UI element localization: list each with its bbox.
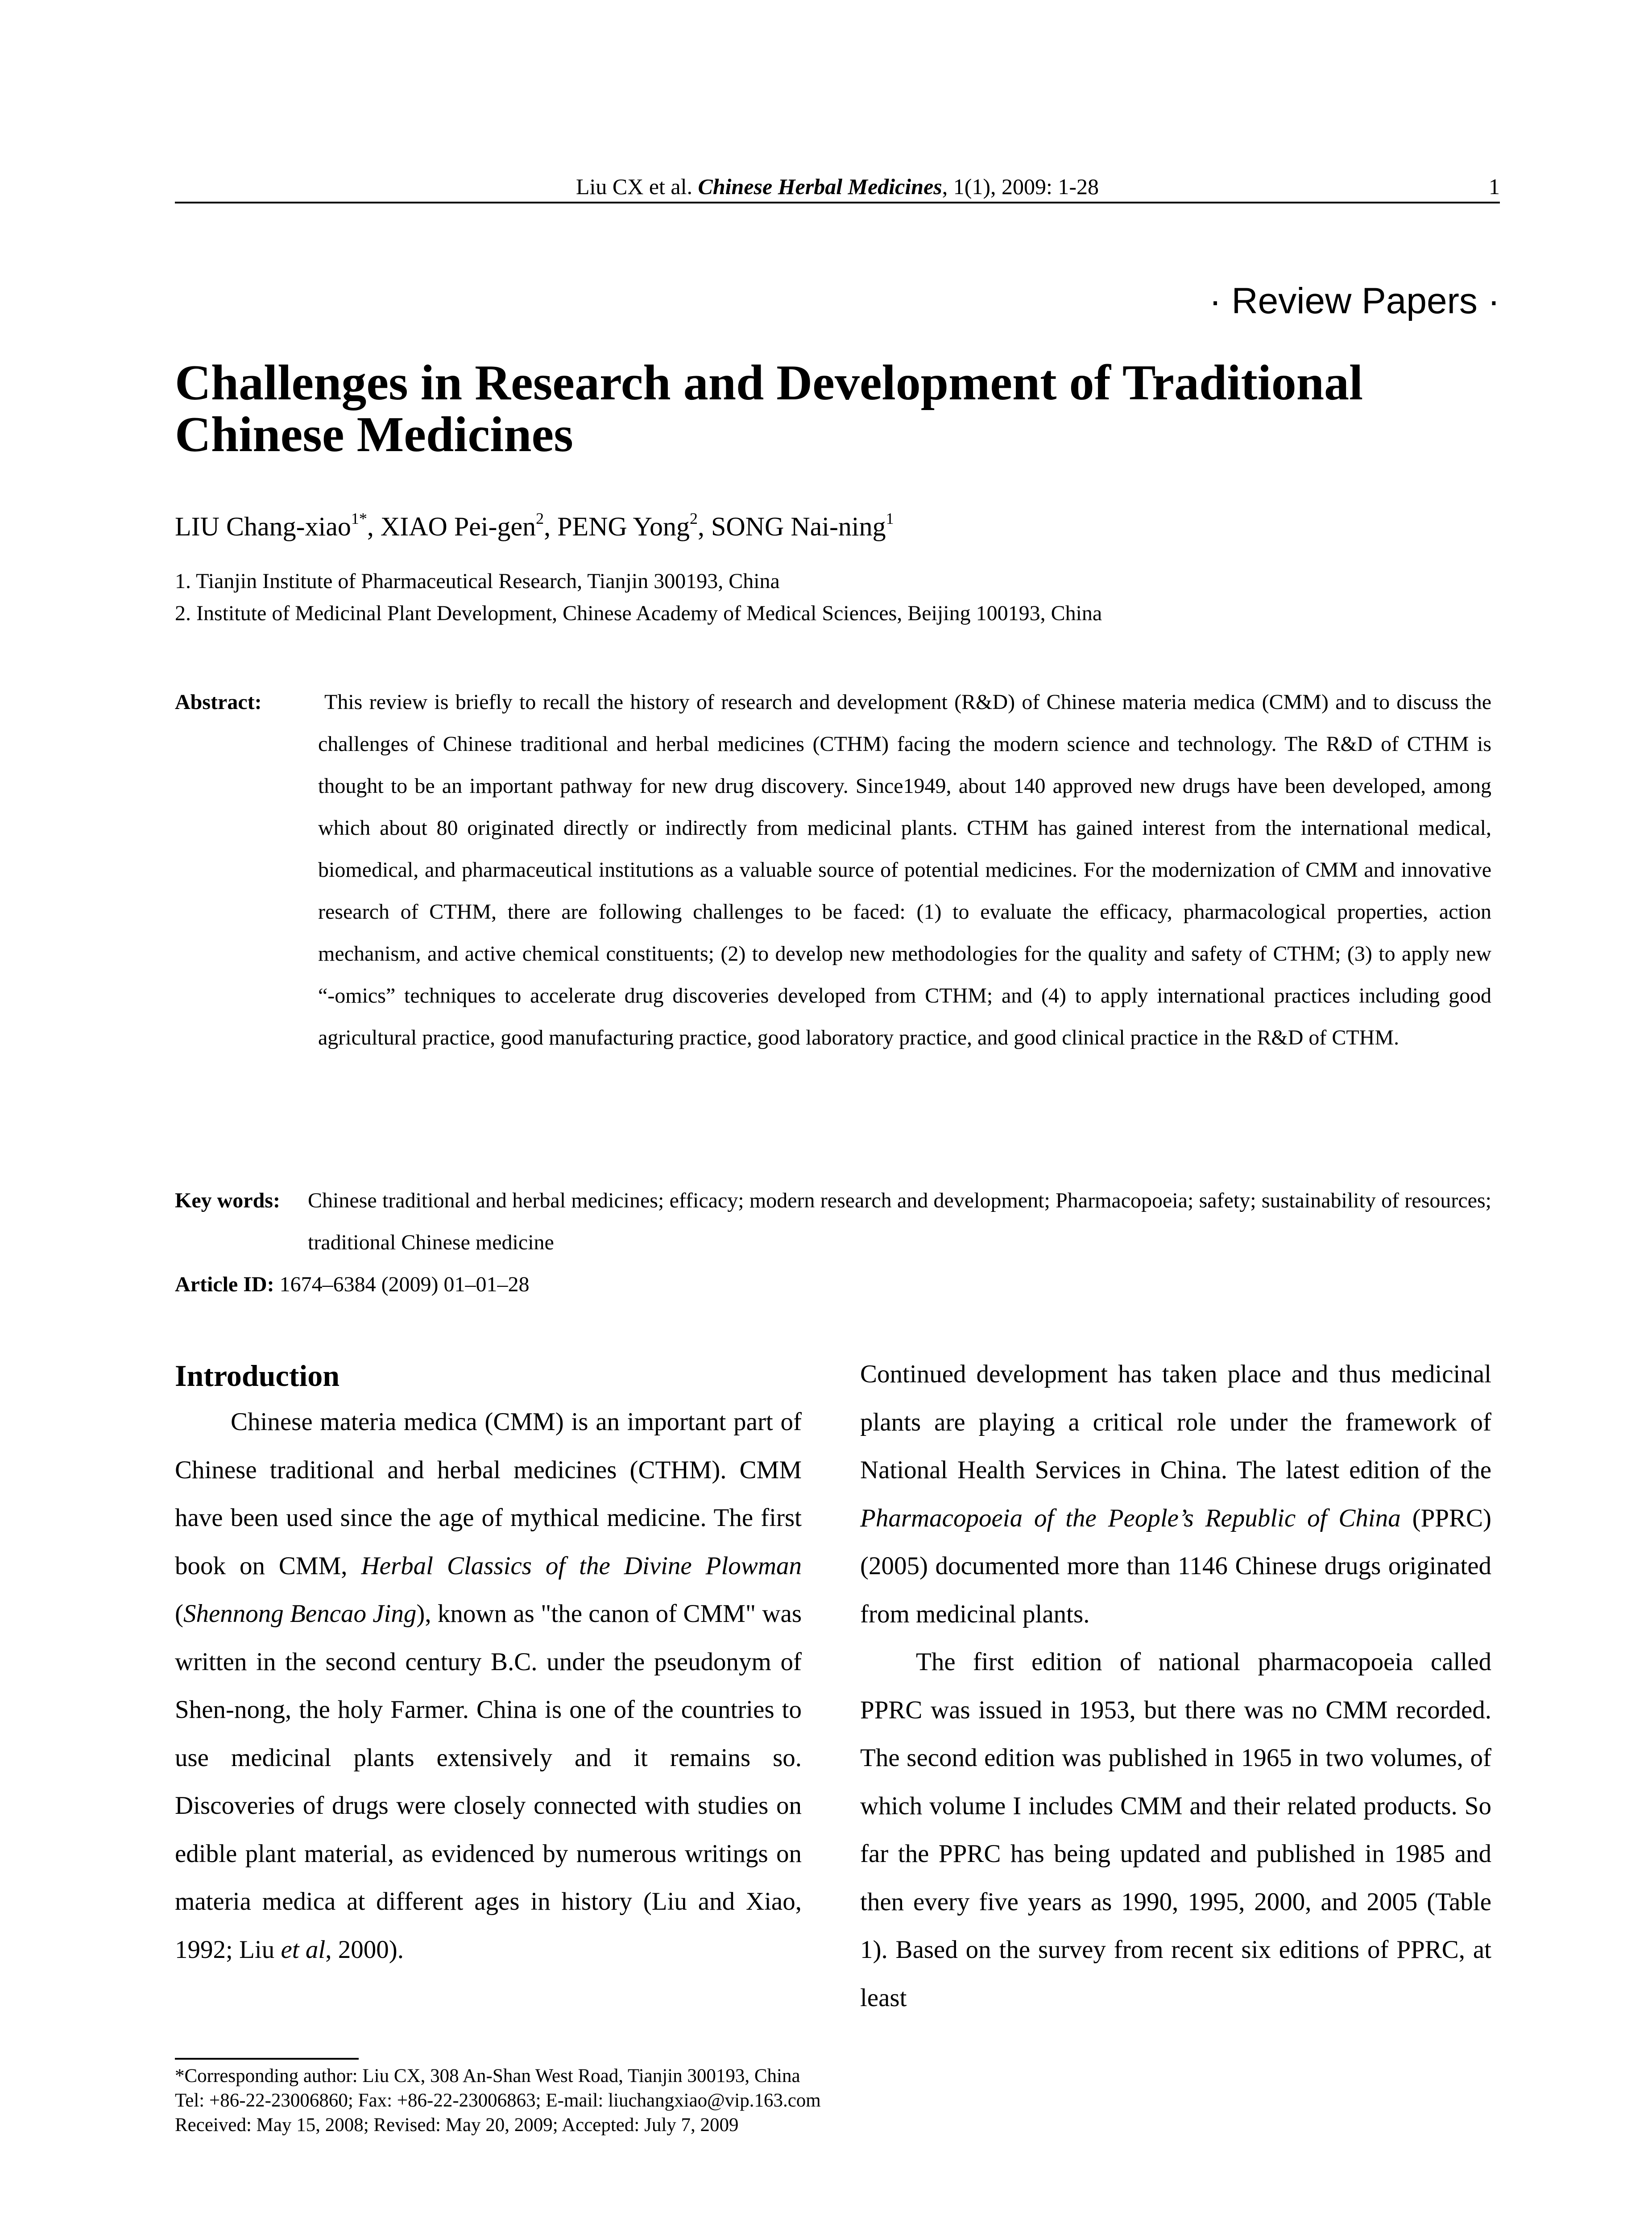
text-run: , 2000). (325, 1935, 404, 1964)
abstract-text: This review is briefly to recall the history of research and development (R&D) of Chinese materia medica (CMM) and to discuss the challenges of Chinese traditional and herbal medicines (CTHM) facing the modern science and technology. The R&D of CTHM is thought to be an important pathway for new drug discovery. Since1949, about 140 approved new drugs have been developed, among which about 80 originated directly or indirectly from medicinal plants. CTHM has gained interest from the international medical, biomedical, and pharmaceutical institutions as a valuable source of potential medicines. For the modernization of CMM and innovative research of CTHM, there are following challenges to be faced: (1) to evaluate the efficacy, pharmacological properties, action mechanism, and active chemical constituents; (2) to develop new methodologies for the quality and safety of CTHM; (3) to apply new “-omics” techniques to accelerate drug discoveries developed from CTHM; and (4) to apply international practices including good agricultural practice, good manufacturing practice, good laboratory practice, and good clinical practice in the R&D of CTHM. (318, 690, 1491, 1049)
citation-authors: Liu CX et al. (576, 174, 698, 199)
article-id-value: 1674–6384 (2009) 01–01–28 (274, 1273, 530, 1296)
text-run: ( (175, 1600, 183, 1628)
intro-paragraph-3: The first edition of national pharmacopoeia called PPRC was issued in 1953, but there was no CMM recorded. The second edition was published in 1965 in two volumes, of which volume I includes CMM and their related products. So far the PPRC has being updated and published in 1985 and then every five years as 1990, 1995, 2000, and 2005 (Table 1). Based on the survey from recent six editions of PPRC, at least (860, 1648, 1491, 2012)
received-dates: Received: May 15, 2008; Revised: May 20, 2009; Accepted: July 7, 2009 (175, 2115, 739, 2136)
article-id-label: Article ID: (175, 1273, 274, 1296)
affiliation-2: 2. Institute of Medicinal Plant Development, Chinese Academy of Medical Sciences, Beijing 100193, China (175, 601, 1102, 625)
article-id (175, 1264, 530, 1306)
author-list (175, 506, 894, 547)
section-heading: Introduction (175, 1359, 340, 1393)
author-affiliation-mark: 1 (886, 510, 894, 527)
author-name: XIAO Pei-gen (380, 512, 536, 541)
paper-title: Challenges in Research and Development of Traditional Chinese Medicines (175, 355, 1363, 462)
corresponding-author: *Corresponding author: Liu CX, 308 An-Shan West Road, Tianjin 300193, China (175, 2065, 800, 2086)
keywords-text: Chinese traditional and herbal medicines; efficacy; modern research and development; Pharmacopoeia; safety; sustainability of resources; traditional Chinese medicine (308, 1189, 1491, 1254)
footnote-divider (175, 2058, 359, 2060)
author-affiliation-mark: 1* (351, 510, 367, 527)
author-affiliation-mark: 2 (689, 510, 698, 527)
journal-citation (175, 173, 1500, 200)
pharmacopoeia-title: Pharmacopoeia of the People’s Republic of China (860, 1504, 1401, 1532)
book-title: Herbal Classics of the Divine Plowman (361, 1551, 802, 1580)
running-header (175, 173, 1500, 203)
author-separator: , (367, 512, 381, 541)
author-name: LIU Chang-xiao (175, 512, 351, 541)
page-number: 1 (1489, 174, 1500, 199)
book-title-chinese: Shennong Bencao Jing (183, 1600, 417, 1628)
footnote (175, 2064, 821, 2137)
author-separator: , (697, 512, 711, 541)
right-column (860, 1350, 1491, 2022)
author-name: PENG Yong (557, 512, 690, 541)
author-affiliation-mark: 2 (536, 510, 544, 527)
affiliation-1: 1. Tianjin Institute of Pharmaceutical Research, Tianjin 300193, China (175, 569, 780, 593)
text-run: ), known as "the canon of CMM" was written in the second century B.C. under the pseudonym of Shen-nong, the holy Farmer. China is one of the countries to use medicinal plants extensively and it remains so. Discoveries of drugs were closely connected with studies on edible plant material, as evidenced by numerous writings on materia medica at different ages in history (Liu and Xiao, 1992; Liu (175, 1600, 802, 1964)
contact-info: Tel: +86-22-23006860; Fax: +86-22-23006863; E-mail: liuchangxiao@vip.163.com (175, 2090, 821, 2111)
text-run: (PPRC) (2005) documented more than 1146 Chinese drugs originated from medicinal plants. (860, 1504, 1492, 1628)
citation-etal: et al (281, 1935, 326, 1964)
section-tag: · Review Papers · (1209, 281, 1500, 321)
citation-volume: , 1(1), 2009: 1-28 (942, 174, 1099, 199)
keywords-label: Key words: (175, 1189, 280, 1212)
journal-name: Chinese Herbal Medicines (698, 174, 942, 199)
intro-paragraph-1 (175, 1398, 802, 1974)
abstract-label: Abstract: (175, 690, 262, 714)
text-run: Chinese materia medica (CMM) is an important part of Chinese traditional and herbal medicines (CTHM). CMM have been used since the age of mythical medicine. The first book on CMM, (175, 1408, 802, 1580)
author-separator: , (544, 512, 558, 541)
text-run: Continued development has taken place and thus medicinal plants are playing a critical role under the framework of National Health Services in China. The latest edition of the (860, 1360, 1491, 1484)
author-name: SONG Nai-ning (711, 512, 886, 541)
intro-paragraph-2 (860, 1350, 1491, 1638)
